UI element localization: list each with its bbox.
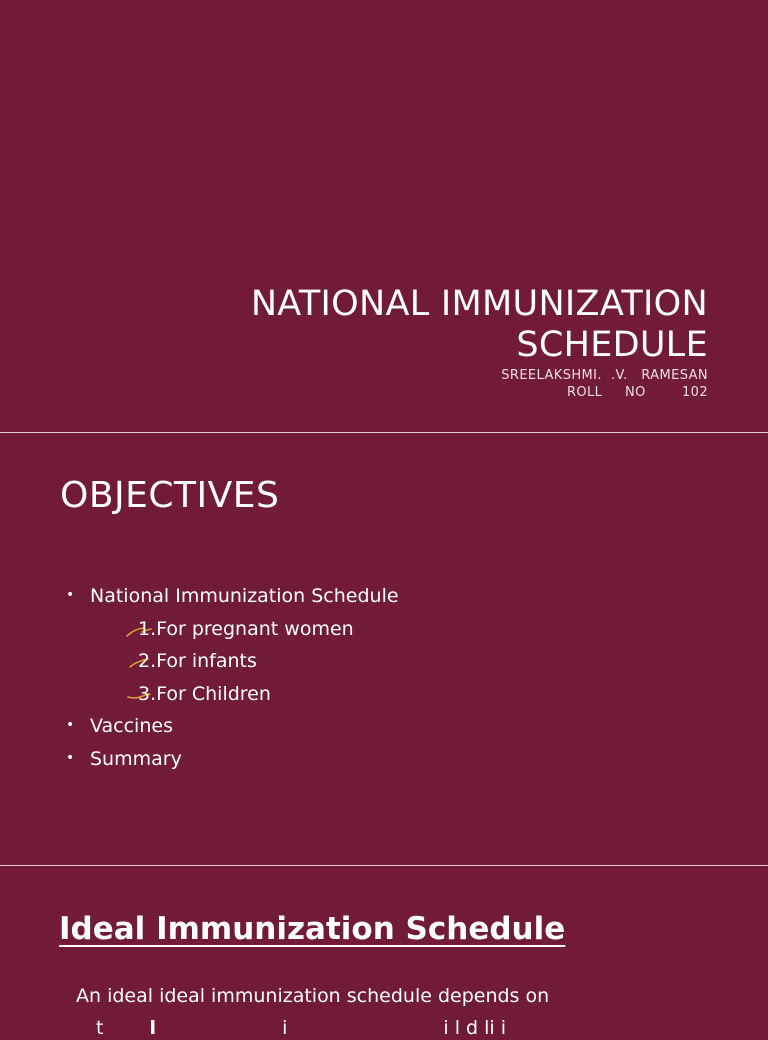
ideal-schedule-slide — [0, 866, 768, 1039]
list-sub-item-text: 3.For Children — [138, 682, 271, 705]
list-item-text: Summary — [90, 747, 182, 770]
presentation-title — [108, 284, 708, 366]
author-name: SREELAKSHMI. .V. RAMESAN — [501, 368, 708, 383]
list-sub-item-text: 2.For infants — [138, 650, 257, 672]
ideal-schedule-heading: Ideal Immunization Schedule — [59, 911, 566, 947]
title-slide — [0, 0, 768, 432]
presentation-subtitle — [501, 367, 708, 401]
cut-text-a: t — [96, 1017, 104, 1039]
objectives-heading: OBJECTIVES — [60, 475, 280, 516]
list-item-text: National Immunization Schedule — [90, 585, 399, 607]
ideal-schedule-body: An ideal ideal immunization schedule depends on — [76, 985, 550, 1007]
title-line-1: NATIONAL IMMUNIZATION — [250, 284, 708, 324]
list-item-text: Vaccines — [90, 715, 173, 737]
bullet-icon: • — [66, 717, 75, 733]
cut-text-c: i — [282, 1017, 288, 1039]
list-sub-item-text: 1.For pregnant women — [138, 617, 354, 640]
bullet-icon: • — [66, 749, 75, 766]
roll-number: ROLL NO 102 — [566, 385, 708, 400]
bullet-icon: • — [66, 587, 75, 603]
cut-text-b: l — [149, 1017, 157, 1039]
cut-text-d: i l d li i — [443, 1017, 507, 1039]
title-line-2: SCHEDULE — [516, 325, 708, 365]
partially-visible-line — [96, 1016, 506, 1040]
